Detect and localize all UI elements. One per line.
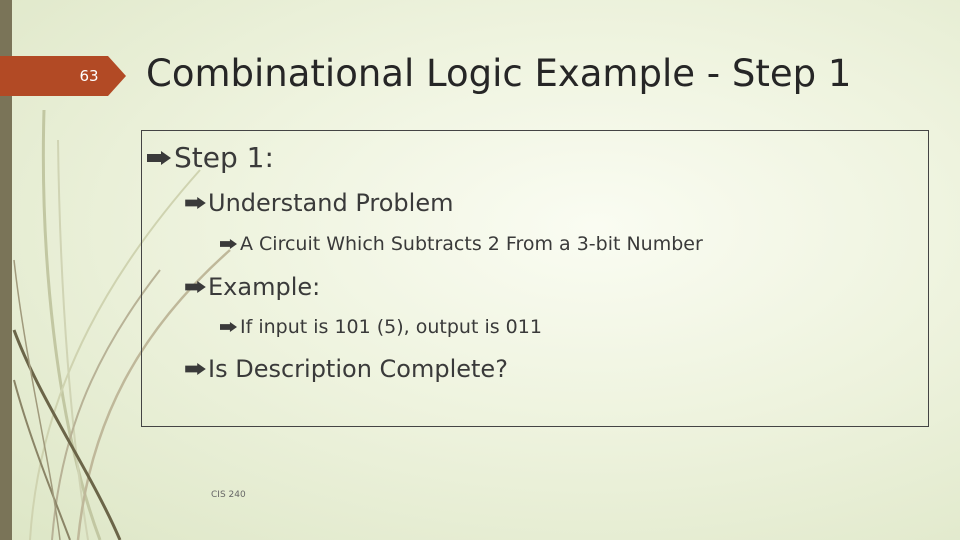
bullet-circuit-description [220,230,703,258]
bullet-step-1 [147,138,274,178]
slide-number: 63 [79,67,99,85]
bullet-text: A Circuit Which Subtracts 2 From a 3-bit Number [240,233,703,255]
bullet-text: If input is 101 (5), output is 011 [240,316,542,338]
bullet-description-complete [185,352,508,386]
bullet-example [185,270,320,304]
arrow-bullet-icon [185,281,206,293]
bullet-text: Example: [208,273,321,301]
arrow-bullet-icon [220,239,237,249]
arrow-bullet-icon [220,322,237,332]
slide-title: Combinational Logic Example - Step 1 [146,52,852,95]
bullet-text: Understand Problem [208,189,454,217]
bullet-understand-problem [185,186,453,220]
arrow-bullet-icon [147,151,171,165]
bullet-text: Step 1: [174,141,274,174]
arrow-bullet-icon [185,197,206,209]
arrow-bullet-icon [185,363,206,375]
footer-course-label: CIS 240 [211,490,246,500]
bullet-text: Is Description Complete? [208,355,508,383]
slide-number-tab [0,56,126,96]
bullet-example-detail [220,313,542,341]
